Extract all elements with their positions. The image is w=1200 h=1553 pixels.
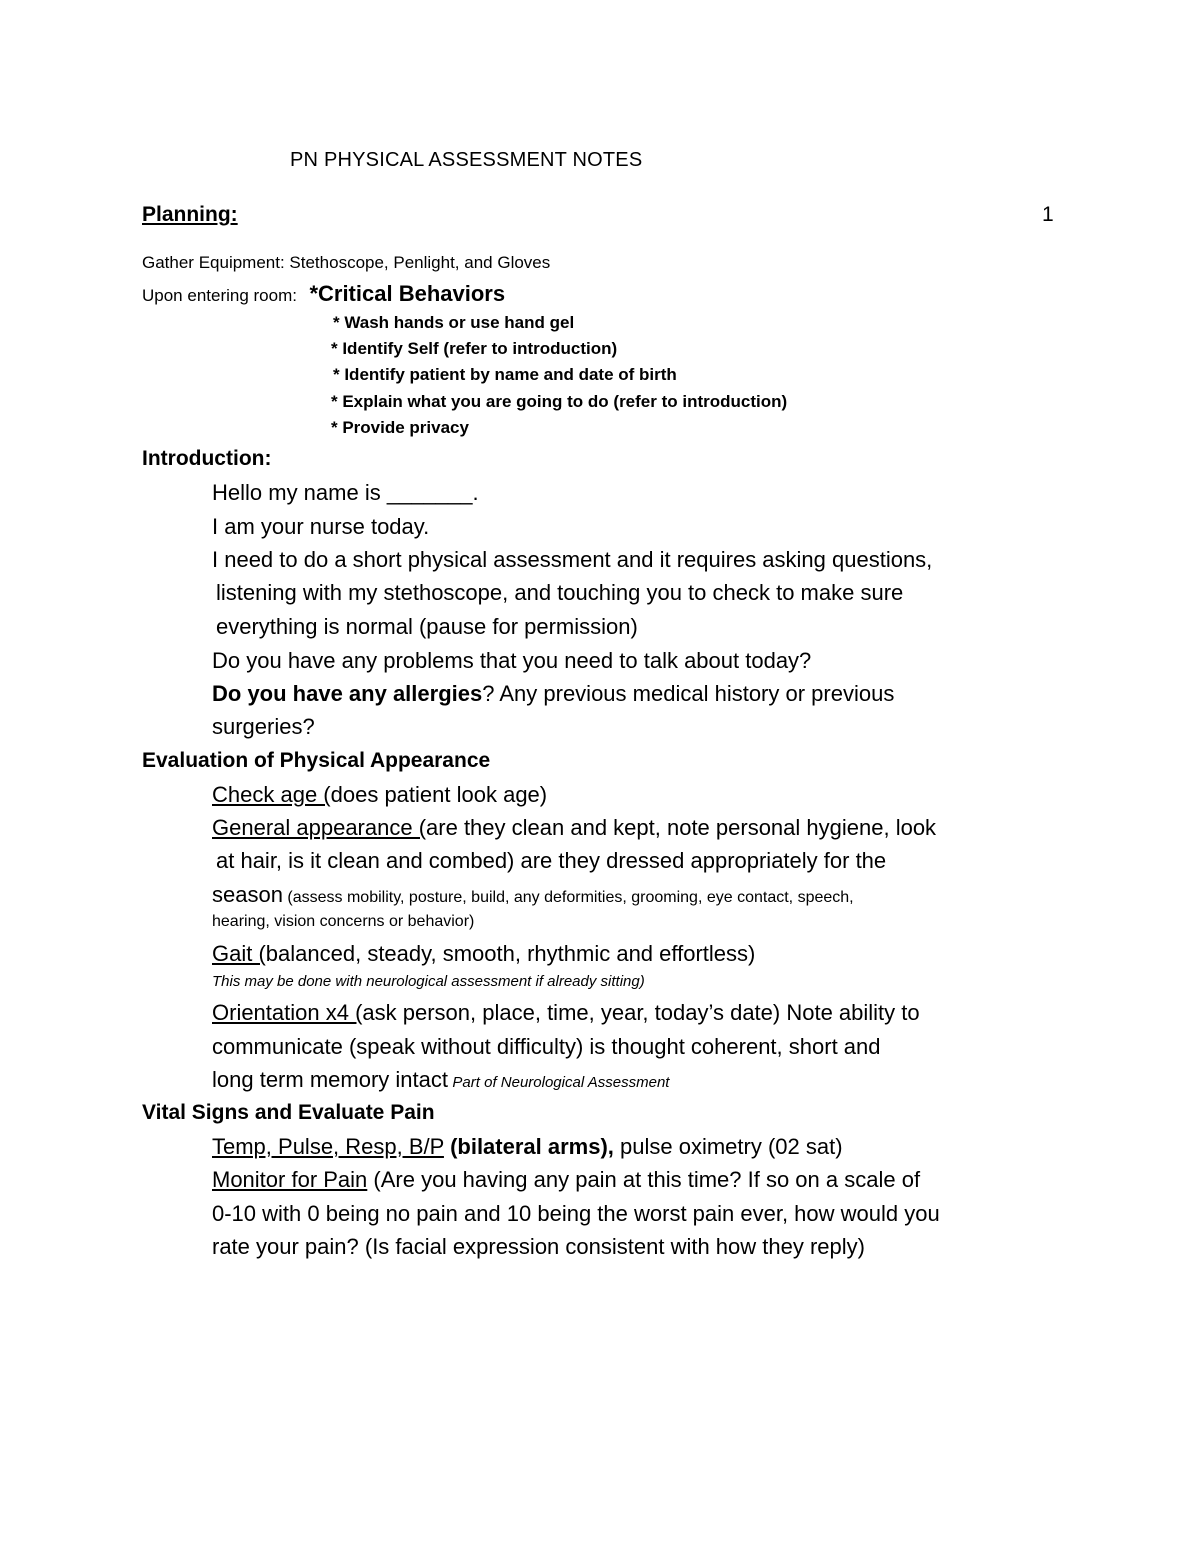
pain-label: Monitor for Pain [212, 1167, 368, 1192]
orientation-text: ask person, place, time, year, today’s date) Note ability to [362, 1000, 920, 1025]
assessment-note: (assess mobility, posture, build, any deformities, grooming, eye contact, speech, [287, 889, 854, 906]
check-age-text: does patient look age) [330, 782, 548, 807]
season-word: season [212, 882, 283, 907]
orientation-line [212, 1002, 920, 1024]
appearance-heading: Evaluation of Physical Appearance [142, 749, 491, 772]
bilateral-arms-text: (bilateral arms), [450, 1134, 614, 1159]
vitals-heading: Vital Signs and Evaluate Pain [142, 1101, 435, 1124]
gait-note: This may be done with neurological assessment if already sitting) [212, 973, 645, 990]
pulse-ox-text: pulse oximetry (02 sat) [620, 1134, 843, 1159]
critical-item: * Identify Self (refer to introduction) [331, 339, 618, 358]
assessment-note: hearing, vision concerns or behavior) [212, 913, 475, 930]
entering-room-line [142, 283, 505, 305]
vital-signs-line [212, 1136, 843, 1158]
intro-line [212, 683, 894, 705]
equipment-line: Gather Equipment: Stethoscope, Penlight, and Gloves [142, 253, 551, 272]
pain-line: rate your pain? (Is facial expression consistent with how they reply) [212, 1234, 865, 1259]
critical-item: * Identify patient by name and date of birth [333, 365, 677, 384]
general-appearance-label: General appearance ( [212, 815, 427, 840]
gait-text: balanced, steady, smooth, rhythmic and effortless) [265, 941, 756, 966]
intro-line: Hello my name is _______. [212, 480, 479, 505]
orientation-line: communicate (speak without difficulty) is thought coherent, short and [212, 1034, 881, 1059]
orientation-line [212, 1069, 669, 1091]
general-appearance-text: are they clean and kept, note personal hygiene, look [426, 815, 937, 840]
intro-line: Do you have any problems that you need to talk about today? [212, 648, 812, 673]
neuro-note: Part of Neurological Assessment [452, 1074, 670, 1091]
critical-item: * Explain what you are going to do (refer to introduction) [331, 392, 788, 411]
pain-line: 0-10 with 0 being no pain and 10 being the worst pain ever, how would you [212, 1201, 940, 1226]
general-appearance-line [212, 817, 936, 839]
pain-text: (Are you having any pain at this time? If so on a scale of [373, 1167, 921, 1192]
general-appearance-line [212, 884, 854, 906]
gait-line [212, 943, 755, 965]
intro-line: everything is normal (pause for permission) [216, 614, 638, 639]
critical-item: * Provide privacy [331, 418, 469, 437]
allergies-question: Do you have any allergies [212, 681, 483, 706]
memory-text: long term memory intact [212, 1067, 448, 1092]
general-appearance-line: at hair, is it clean and combed) are they dressed appropriately for the [216, 848, 887, 873]
history-question: ? Any previous medical history or previous [482, 681, 895, 706]
critical-item: * Wash hands or use hand gel [333, 313, 575, 332]
critical-behaviors-heading: *Critical Behaviors [309, 281, 506, 306]
intro-line: I am your nurse today. [212, 514, 430, 539]
check-age-line [212, 784, 547, 806]
page-number: 1 [1042, 203, 1054, 226]
intro-line: I need to do a short physical assessment and it requires asking questions, [212, 547, 933, 572]
orientation-label: Orientation x4 ( [212, 1000, 363, 1025]
introduction-heading: Introduction: [142, 447, 272, 470]
pain-line [212, 1169, 920, 1191]
intro-line: surgeries? [212, 714, 315, 739]
check-age-label: Check age ( [212, 782, 331, 807]
entering-room-label: Upon entering room: [142, 286, 297, 305]
vital-signs-label: Temp, Pulse, Resp, B/P [212, 1134, 444, 1159]
intro-line: listening with my stethoscope, and touching you to check to make sure [216, 580, 904, 605]
gait-label: Gait ( [212, 941, 266, 966]
planning-heading: Planning: [142, 203, 238, 226]
document-title: PN PHYSICAL ASSESSMENT NOTES [290, 149, 643, 171]
